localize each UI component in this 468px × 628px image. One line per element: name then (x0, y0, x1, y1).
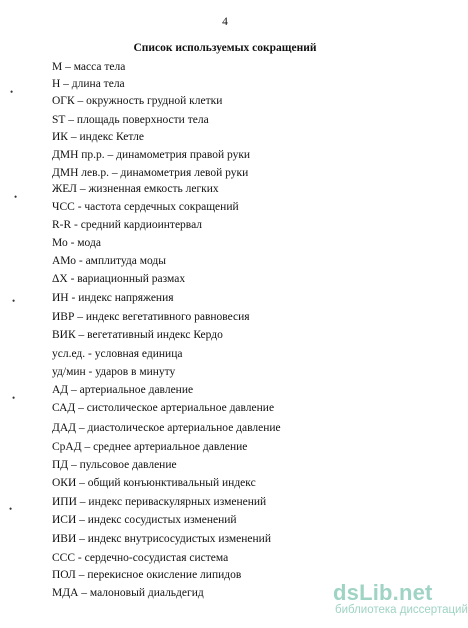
abbreviation-entry: МДА – малоновый диальдегид (52, 587, 204, 599)
abbreviation-entry: ЧСС - частота сердечных сокращений (52, 201, 239, 213)
abbreviation-entry: АД – артериальное давление (52, 384, 194, 396)
scan-mark: • (12, 393, 16, 403)
abbreviation-entry: уд/мин - ударов в минуту (52, 366, 176, 378)
abbreviation-entry: М – масса тела (52, 61, 126, 73)
abbreviation-entry: ВИК – вегетативный индекс Кердо (52, 329, 223, 341)
abbreviation-entry: ИК – индекс Кетле (52, 131, 144, 143)
abbreviation-entry: усл.ед. - условная единица (52, 348, 183, 360)
abbreviation-entry: ДАД – диастолическое артериальное давление (52, 422, 281, 434)
watermark-logo: dsLib.net (333, 580, 433, 605)
abbreviation-entry: ИСИ – индекс сосудистых изменений (52, 514, 237, 526)
scan-mark: • (9, 504, 13, 514)
page-title: Список используемых сокращений (133, 42, 317, 54)
scan-mark: • (14, 192, 18, 202)
abbreviation-entry: ИПИ – индекс периваскулярных изменений (52, 496, 267, 508)
scan-mark: • (12, 296, 16, 306)
abbreviation-entry: Н – длина тела (52, 78, 125, 90)
page-number: 4 (222, 16, 228, 28)
abbreviation-entry: SТ – площадь поверхности тела (52, 114, 209, 126)
abbreviation-entry: ИВИ – индекс внутрисосудистых изменений (52, 533, 271, 545)
scan-mark: • (10, 87, 14, 97)
abbreviation-entry: ОГК – окружность грудной клетки (52, 95, 223, 107)
abbreviation-entry: ИН - индекс напряжения (52, 292, 174, 304)
abbreviation-entry: ПД – пульсовое давление (52, 459, 177, 471)
abbreviation-entry: R-R - средний кардиоинтервал (52, 219, 203, 231)
abbreviation-entry: ССС - сердечно-сосудистая система (52, 552, 229, 564)
abbreviation-entry: ИВР – индекс вегетативного равновесия (52, 311, 250, 323)
abbreviation-entry: Мо - мода (52, 237, 101, 249)
abbreviation-entry: ДМН пр.р. – динамометрия правой руки (52, 149, 251, 161)
abbreviation-entry: ΔХ - вариационный размах (52, 273, 186, 285)
watermark-subtitle: библиотека диссертаций (335, 604, 468, 616)
abbreviation-entry: СрАД – среднее артериальное давление (52, 441, 248, 453)
abbreviation-entry: ДМН лев.р. – динамометрия левой руки (52, 167, 249, 179)
abbreviation-entry: САД – систолическое артериальное давление (52, 402, 275, 414)
abbreviation-entry: ЖЕЛ – жизненная емкость легких (52, 183, 219, 195)
abbreviation-entry: ПОЛ – перекисное окисление липидов (52, 569, 242, 581)
abbreviation-entry: ОКИ – общий конъюнктивальный индекс (52, 477, 256, 489)
abbreviation-entry: АМо - амплитуда моды (52, 255, 167, 267)
